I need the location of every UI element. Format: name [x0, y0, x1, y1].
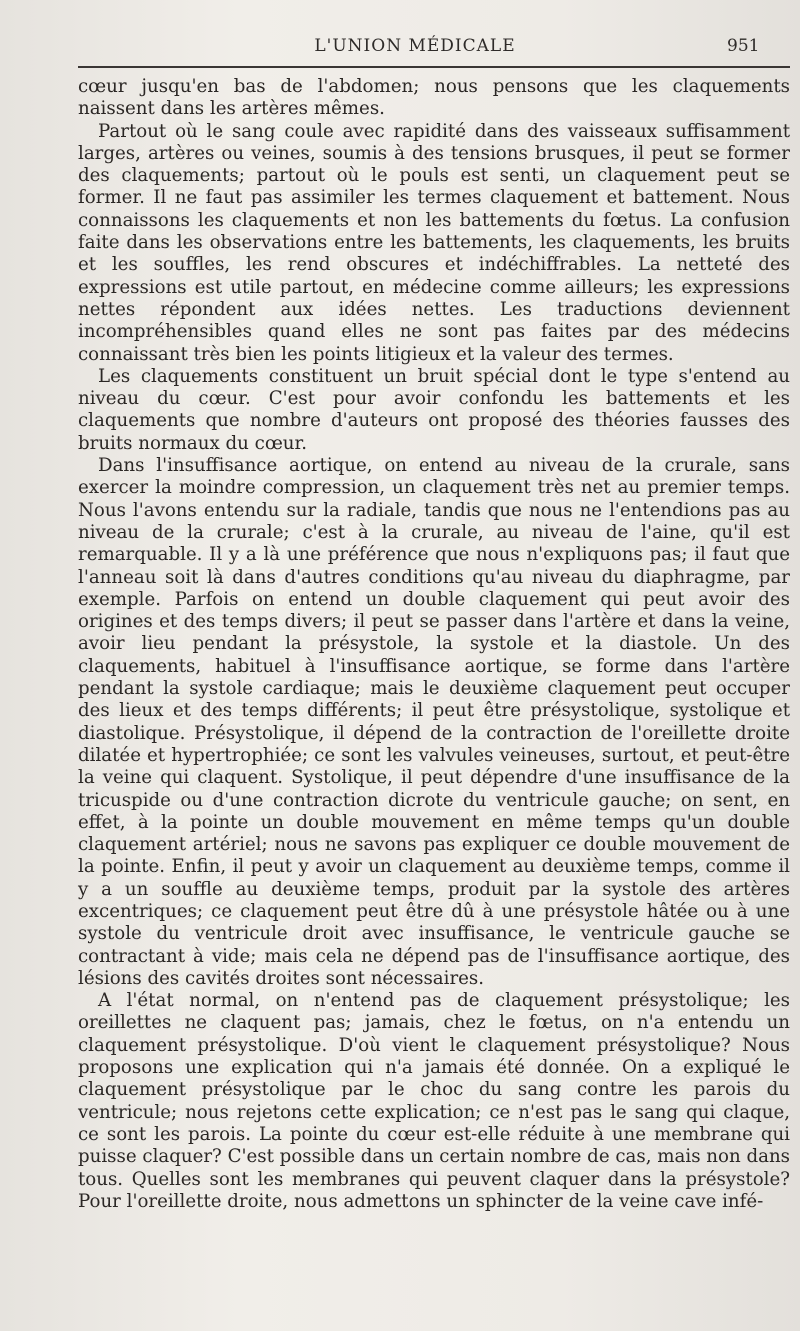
running-header	[0, 28, 800, 68]
page-number: 951	[727, 36, 760, 56]
article-body	[78, 76, 790, 1213]
paragraph-continued: cœur jusqu'en bas de l'abdomen; nous pensons que les claquements naissent dans les artères mêmes.	[78, 76, 790, 120]
paragraph-insuffisance-aortique: Dans l'insuffisance aortique, on entend au niveau de la crurale, sans exercer la moindre compression, un claquement très net au premier temps. Nous l'avons entendu sur la radiale, tandis que nous ne l'entendions pas au niveau de la crurale; c'est à la crurale, au niveau de l'aine, qu'il est remarquable. Il y a là une préférence que nous n'expliquons pas; il faut que l'anneau soit là dans d'autres conditions qu'au niveau du diaphragme, par exemple. Parfois on entend un double claquement qui peut avoir des origines et des temps divers; il peut se passer dans l'artère et dans la veine, avoir lieu pendant la présystole, la systole et la diastole. Un des claquements, habituel à l'insuffisance aortique, se forme dans l'artère pendant la systole cardiaque; mais le deuxième claquement peut occuper des lieux et des temps différents; il peut être présystolique, systolique et diastolique. Présystolique, il dépend de la contraction de l'oreillette droite dilatée et hypertrophiée; ce sont les valvules veineuses, surtout, et peut-être la veine qui claquent. Systolique, il peut dépendre d'une insuffisance de la tricuspide ou d'une contraction dicrote du ventricule gauche; on sent, en effet, à la pointe un double mouvement en même temps qu'un double claquement artériel; nous ne savons pas expliquer ce double mouvement de la pointe. Enfin, il peut y avoir un claquement au deuxième temps, comme il y a un souffle au deuxième temps, produit par la systole des artères excentriques; ce claquement peut être dû à une présystole hâtée ou à une systole du ventricule droit avec insuffisance, le ventricule gauche se contractant à vide; mais cela ne dépend pas de l'insuffisance aortique, des lésions des cavités droites sont nécessaires.	[78, 455, 790, 989]
journal-title: L'UNION MÉDICALE	[314, 36, 516, 56]
paragraph-claquements-vaisseaux: Partout où le sang coule avec rapidité dans des vaisseaux suffisamment larges, artères ou veines, soumis à des tensions brusques, il peut se former des claquements; partout où le pouls est senti, un claquement peut se former. Il ne faut pas assimiler les termes claquement et battement. Nous connaissons les claquements et non les battements du fœtus. La confusion faite dans les observations entre les battements, les claquements, les bruits et les souffles, les rend obscures et indéchiffrables. La netteté des expressions est utile partout, en médecine comme ailleurs; les expressions nettes répondent aux idées nettes. Les traductions deviennent incompréhensibles quand elles ne sont pas faites par des médecins connaissant très bien les points litigieux et la valeur des termes.	[78, 120, 790, 365]
paragraph-bruit-special: Les claquements constituent un bruit spécial dont le type s'entend au niveau du cœur. C'est pour avoir confondu les battements et les claquements que nombre d'auteurs ont proposé des théories fausses des bruits normaux du cœur.	[78, 365, 790, 454]
paragraph-etat-normal: A l'état normal, on n'entend pas de claquement présystolique; les oreillettes ne claquent pas; jamais, chez le fœtus, on n'a entendu un claquement présystolique. D'où vient le claquement présystolique? Nous proposons une explication qui n'a jamais été donnée. On a expliqué le claquement présystolique par le choc du sang contre les parois du ventricule; nous rejetons cette explication; ce n'est pas le sang qui claque, ce sont les parois. La pointe du cœur est-elle réduite à une membrane qui puisse claquer? C'est possible dans un certain nombre de cas, mais non dans tous. Quelles sont les membranes qui peuvent claquer dans la présystole? Pour l'oreillette droite, nous admettons un sphincter de la veine cave infé-	[78, 990, 791, 1212]
header-rule	[78, 66, 790, 68]
